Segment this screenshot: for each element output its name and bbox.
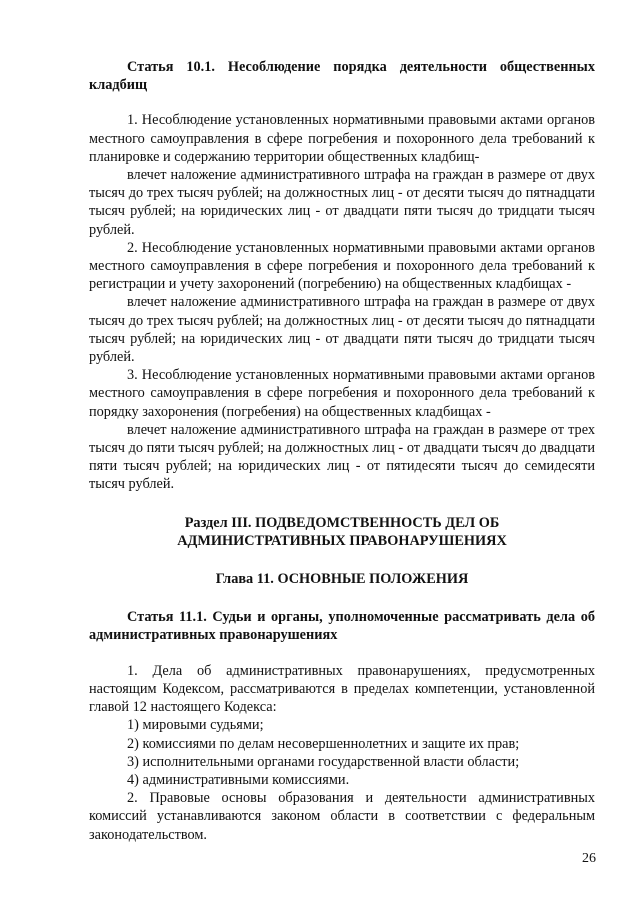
article-11-1-item-1: 1) мировыми судьями; bbox=[127, 717, 264, 734]
article-11-1-item-3: 3) исполнительными органами государственной власти области; bbox=[127, 753, 520, 770]
article-11-1-item-4: 4) административными комиссиями. bbox=[127, 771, 350, 788]
article-10-1-penalty-2: влечет наложение административного штрафа на граждан в размере от двух тысяч до трех тысяч рублей; на должностных лиц - от десяти тысяч до пятнадцати тысяч рублей; на юридических лиц - от двадцати пяти тысяч до тридцати тысяч рублей. bbox=[89, 294, 595, 366]
article-10-1-penalty-1: влечет наложение административного штрафа на граждан в размере от двух тысяч до трех тысяч рублей; на должностных лиц - от десяти тысяч до пятнадцати тысяч рублей; на юридических лиц - от двадцати пяти тысяч до тридцати тысяч рублей. bbox=[89, 167, 595, 238]
section-3-title-line-1: Раздел III. ПОДВЕДОМСТВЕННОСТЬ ДЕЛ ОБ bbox=[184, 514, 500, 531]
chapter-11-title: Глава 11. ОСНОВНЫЕ ПОЛОЖЕНИЯ bbox=[215, 571, 469, 588]
article-11-1-para-2: 2. Правовые основы образования и деятельности административных комиссий устанавливаются законом области в соответствии с федеральным законодательством. bbox=[89, 790, 595, 843]
document-page bbox=[89, 58, 595, 844]
article-10-1-penalty-3: влечет наложение административного штрафа на граждан в размере от трех тысяч до пяти тысяч рублей; на должностных лиц - от двадцати тысяч до двадцати пяти тысяч рублей; на юридических лиц - от пятидесяти тысяч до семидесяти тысяч рублей. bbox=[89, 421, 595, 493]
section-3-title-line-2: АДМИНИСТРАТИВНЫХ ПРАВОНАРУШЕНИЯХ bbox=[177, 532, 507, 549]
page-number: 26 bbox=[582, 851, 596, 866]
article-11-1-item-2: 2) комиссиями по делам несовершеннолетних и защите их прав; bbox=[127, 735, 520, 752]
article-10-1-title: Статья 10.1. Несоблюдение порядка деятельности общественных кладбищ bbox=[89, 59, 595, 94]
article-11-1-intro: 1. Дела об административных правонарушениях, предусмотренных настоящим Кодексом, рассматриваются в пределах компетенции, установленной главой 12 настоящего Кодекса: bbox=[89, 662, 595, 716]
article-10-1-para-1: 1. Несоблюдение установленных нормативными правовыми актами органов местного самоуправления в сфере погребения и похоронного дела требований к планировке и содержанию территории общественных кладбищ- bbox=[89, 112, 595, 165]
article-10-1-para-2: 2. Несоблюдение установленных нормативными правовыми актами органов местного самоуправления в сфере погребения и похоронного дела требований к регистрации и учету захоронений (погребению) на общественных кладбищах - bbox=[89, 239, 595, 293]
article-11-1-title: Статья 11.1. Судьи и органы, уполномоченные рассматривать дела об административных правонарушениях bbox=[89, 609, 595, 644]
article-10-1-para-3: 3. Несоблюдение установленных нормативными правовыми актами органов местного самоуправления в сфере погребения и похоронного дела требований к порядку захоронения (погребения) на общественных кладбищах - bbox=[89, 367, 595, 420]
